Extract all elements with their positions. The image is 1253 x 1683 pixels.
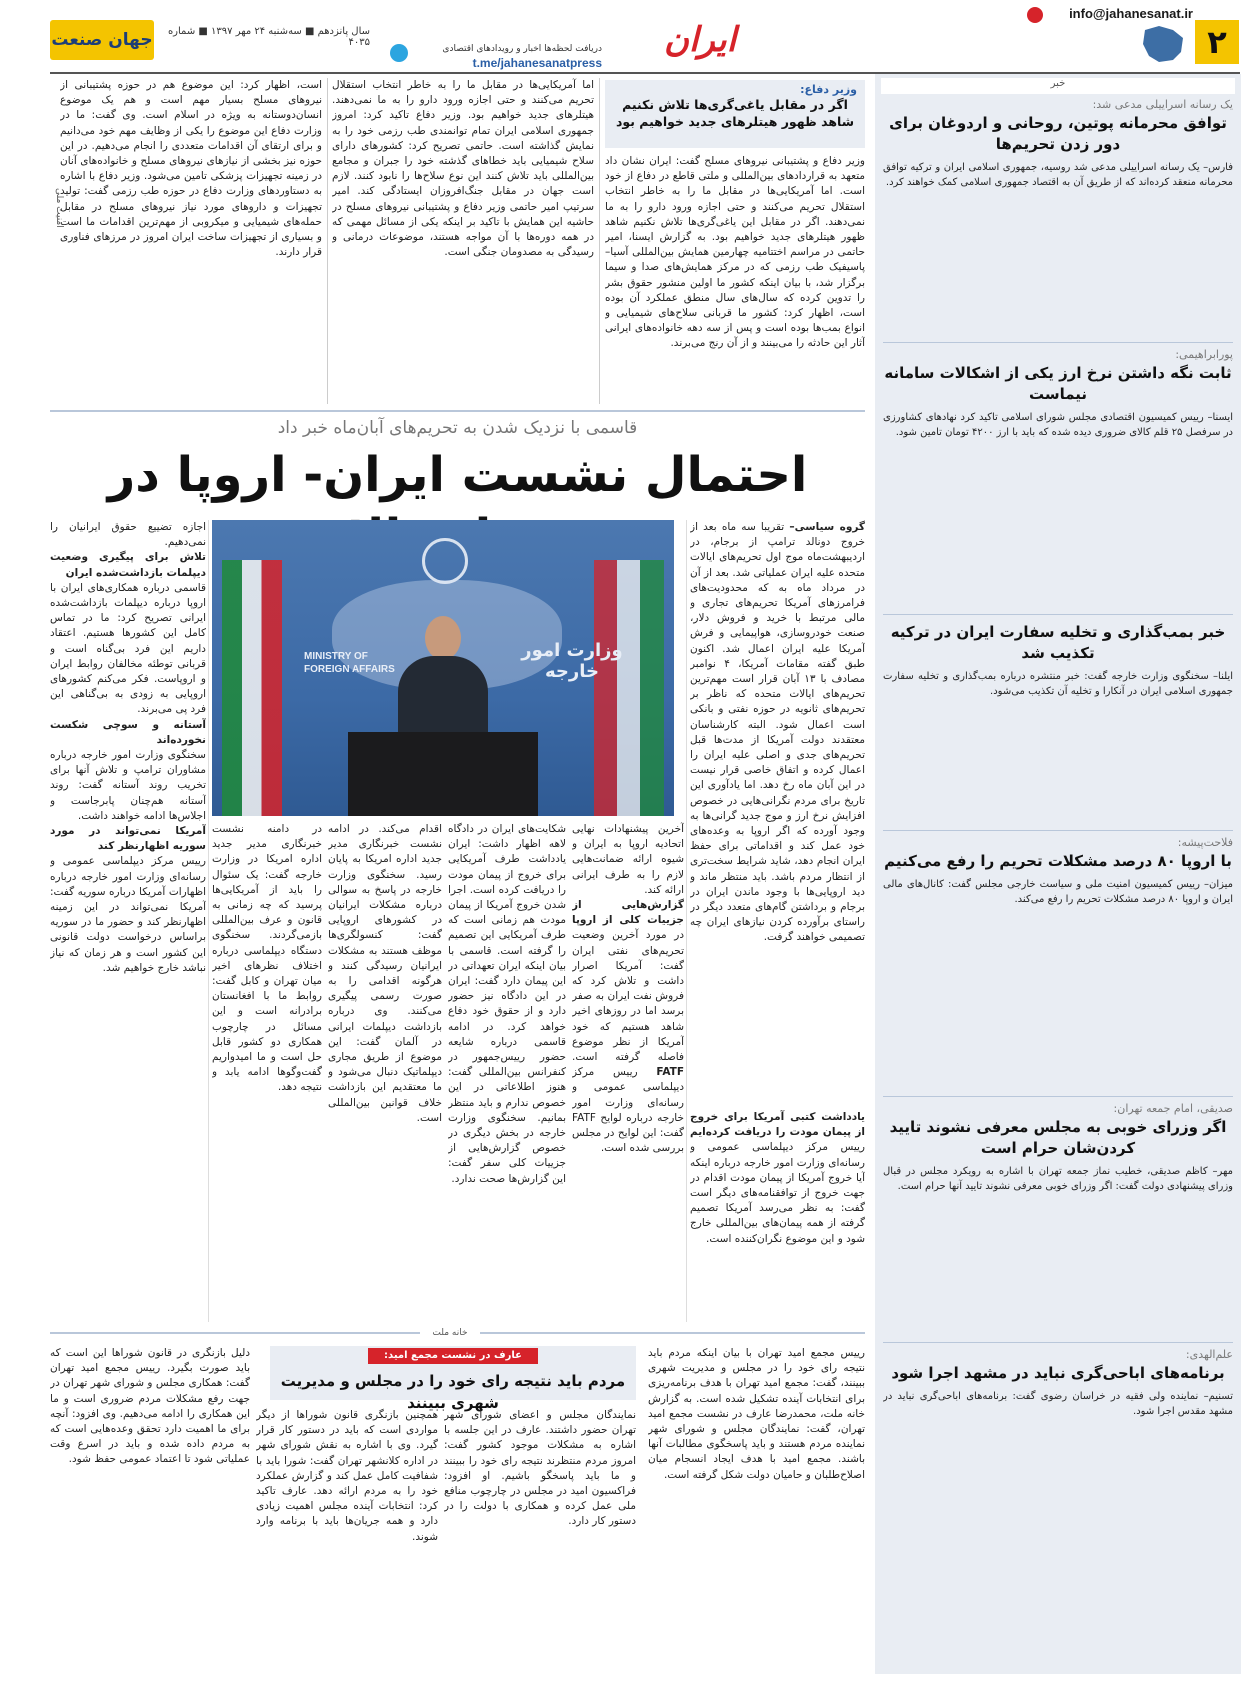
sidebar-item-title: اگر وزرای خوبی به مجلس معرفی نشوند تایید کردن‌شان حرام است (889, 1118, 1227, 1157)
telegram-icon (390, 44, 408, 62)
page-header (0, 0, 1253, 74)
flag-left (222, 560, 282, 816)
iran-map-icon (1139, 24, 1187, 64)
top-article-col-1: وزیر دفاع و پشتیبانی نیروهای مسلح گفت: ایران نشان داد متعهد به قراردادهای بین‌المللی و ملتی قاطع در دفاع از خود است. اما آمریکایی‌ها در مقابل ما را به خاطر انتخاب استقلال تحریم می‌کنند و حتی اجازه ورود دارو را به ما نمی‌دهند. اگر در مقابل این یاغی‌گری‌ها تلاش نکنیم شاهد ظهور هیتلرهای جدید خواهیم بود. به گزارش ایسنا، امیر حاتمی در مراسم اختتامیه چهارمین همایش بین‌المللی آسیا–پاسیفیک طب رزمی که در مرکز همایش‌های صدا و سیما برگزار شد، با بیان اینکه کشور ما اولین منشور حقوق بشر را تدوین کرده که سال‌های سال منطق عملکرد آن بوده است، اظهار کرد: کشور ما قربانی سلاح‌های شیمیایی و انواع بمب‌ها بوده است و پس از سه دهه خانواده‌های ایرانی آثار این حادثه را می‌بینند و از آن رنج می‌برند. (605, 155, 865, 350)
top-article-col-3: است، اظهار کرد: این موضوع هم در حوزه پشتیبانی از نیروهای مسلح بسیار مهم است و هم یک موضوع انسان‌دوستانه به ویژه در اسلام است. وی گفت: ما در وزارت دفاع این موضوع را یکی از وظایف مهم خود می‌دانیم و برای ارتقای آن اقدامات متعددی را انجام می‌دهیم. در این حوزه نیز بخشی از نیازهای نیروهای مسلح و خانواده‌های آنان در زمینه تجهیزات پزشکی تامین می‌شود. وزیر دفاع با اشاره به دستاوردهای وزارت دفاع در حوزه طب رزمی گفت: تولید تجهیزات و داروهای مورد نیاز نیروهای مسلح در مقابل حمله‌های شیمیایی و میکروبی از مهم‌ترین اقدامات ما است و بسیاری از تجهیزات ساخت ایران امروز در مرزهای فناوری قرار دارند. (60, 79, 322, 259)
sidebar-item-lead: ایلنا– سخنگوی وزارت خارجه گفت: خبر منتشره درباره بمب‌گذاری و تخلیه سفارت جمهوری اسلامی ایران در آنکارا و تخلیه آن تکذیب می‌شود. (883, 671, 1233, 697)
sidebar-item-title: برنامه‌های اباحی‌گری نباید در مشهد اجرا شود (891, 1364, 1225, 1382)
top-article-headline-box (605, 80, 865, 148)
sidebar-divider (883, 342, 1233, 343)
sidebar-divider (883, 614, 1233, 615)
sidebar-item-lead: مهر– کاظم صدیقی، خطیب نماز جمعه تهران با اشاره به رویکرد مجلس در قبال وزرای پیشنهادی دولت گفت: اگر وزرای خوبی معرفی نشوند تایید آنها حرام است. (883, 1166, 1233, 1192)
sidebar-item-lead: میزان– رییس کمیسیون امنیت ملی و سیاست خارجی مجلس گفت: کانال‌های مالی ایران و اروپا ۸۰ درصد مشکلات تحریم را رفع می‌کند. (883, 879, 1233, 905)
sidebar-item-lead: تسنیم– نماینده ولی فقیه در خراسان رضوی گفت: برنامه‌های اباحی‌گری نباید در مشهد مقدس اجرا شود. (883, 1391, 1233, 1417)
podium (348, 732, 538, 816)
sidebar-item[interactable] (883, 836, 1233, 1094)
sidebar-label: خبر (881, 78, 1235, 94)
bottom-col-1: رییس مجمع امید تهران با بیان اینکه مردم باید نتیجه رای خود را در مجلس و مدیریت شهری ببینند، گفت: مجمع امید تهران با هدف برنامه‌ریزی برای انتخابات آینده تشکیل شده است. به گزارش خانه ملت، محمدرضا عارف در نشست مجمع امید تهران، گفت: نمایندگان مجلس و شورای شهر نماینده مردم هستند و باید پاسخگوی مطالبات آنها باشند. مجمع امید با هدف ایجاد انسجام میان اصلاح‌طلبان و حامیان دولت شکل گرفته است. (648, 1347, 865, 1481)
emblem-icon (422, 538, 468, 584)
flag-right (594, 560, 664, 816)
bottom-col-4: دلیل بازنگری در قانون شوراها این است که باید صورت بگیرد. رییس مجمع امید تهران گفت: همکاری مجلس و شورای شهر تهران در جهت رفع مشکلات مردم ضروری است و ما این همکاری را ادامه می‌دهیم. وی افزود: آنچه برای ما اهمیت دارد تحقق وعده‌هایی است که به مردم داده شده و باید در اسرع وقت عملیاتی شود تا اعتماد عمومی حفظ شود. (50, 1347, 250, 1466)
email-address[interactable]: info@jahanesanat.ir (1069, 6, 1193, 21)
page-number: ۲ (1195, 20, 1239, 64)
main-headline: احتمال نشست ایران- اروپا در (107, 447, 808, 503)
main-col-6: اجازه تضییع حقوق ایرانیان را نمی‌دهیم. تلاش برای پیگیری وضعیت دیپلمات بازداشت‌شده ایران قاسمی درباره همکاری‌های ایران با اروپا درباره دیپلمات بازداشت‌شده ایرانی تصریح کرد: ما در تماس کامل این کشورها هستیم. اعتقاد داریم این فرد بی‌گناه است و قربانی توطئه مخالفان روابط ایران و اروپاست. فکر می‌کنم کشورهای اروپایی به زودی به بی‌گناهی این فرد پی می‌برند. آستانه و سوچی شکست نخورده‌اند سخنگوی وزارت امور خارجه درباره مشاوران ترامپ و تلاش آنها برای تخریب روند آستانه گفت: روند آستانه هم‌چنان پابرجاست و اجلاس‌ها ادامه خواهند داشت. آمریکا نمی‌تواند در مورد سوریه اظهارنظر کند رییس مرکز دیپلماسی عمومی و رسانه‌ای وزارت امور خارجه درباره اظهارات آمریکا درباره سوریه گفت: آمریکا نمی‌تواند در این زمینه اظهارنظر کند و حضور ما در سوریه براساس درخواست دولت قانونی این کشور است و هر زمان که نیاز نباشد خارج خواهیم شد. (50, 521, 206, 974)
sidebar-item-title: توافق محرمانه پوتین، روحانی و اردوغان برای دور زدن تحریم‌ها (889, 114, 1227, 153)
main-subhead: آمریکا نمی‌تواند در مورد سوریه اظهارنظر کند (50, 825, 206, 853)
bottom-col-3: همچنین بازنگری قانون شوراها از دیگر مواردی است که باید در دستور کار قرار گیرد. وی با اشاره به نقش شورای شهر در اداره کلانشهر تهران گفت: شورا باید با شفافیت کامل عمل کند و گزارش عملکرد خود را به مردم ارائه دهد. عارف تاکید کرد: انتخابات آینده مجلس اهمیت زیادی دارد و همه جریان‌ها باید با برنامه وارد شوند. (256, 1409, 438, 1543)
sidebar-divider (883, 1342, 1233, 1343)
sidebar-item-title: با اروپا ۸۰ درصد مشکلات تحریم را رفع می‌کنیم (884, 852, 1232, 870)
photo-caption-fa: وزارت امور خارجه (521, 640, 623, 682)
sidebar-item[interactable] (883, 622, 1233, 828)
sidebar-item-kicker: فلاحت‌پیشه: (1177, 836, 1233, 849)
news-sidebar (875, 74, 1241, 1674)
top-article-side-label: امنیت ملی (54, 188, 64, 228)
main-col-3: شکایت‌های ایران در دادگاه لاهه اظهار داشت: ایران یادداشت طرف آمریکایی برای خروج از پیمان مودت را دریافت کرده است. اجرا شدن خروج آمریکا از پیمان مودت هم زمانی است که طرف آمریکایی این تصمیم را گرفته است. قاسمی با بیان اینکه ایران تعهداتی در این پیمان دارد گفت: ایران در این دادگاه نیز حضور دارد و از حقوق خود دفاع خواهد کرد. در ادامه قاسمی درباره شایعه حضور رییس‌جمهور در کنفرانس بین‌المللی گفت: هنوز اطلاعاتی در این خصوص ندارم و باید منتظر بمانیم. سخنگوی وزارت خارجه در بخش دیگری در خصوص گزارش‌هایی از جزییات کلی سفر گفت: این گزارش‌ها صحت ندارد. (448, 823, 566, 1185)
speaker-figure (398, 616, 488, 746)
section-divider (50, 410, 865, 412)
top-article-col-rule (327, 78, 328, 404)
main-col-7: یادداشت کتبی آمریکا برای خروج از پیمان مودت را دریافت کرده‌ایم رییس مرکز دیپلماسی عمومی و رسانه‌ای وزارت امور خارجه درباره اینکه آیا خروج آمریکا از پیمان مودت اقدام در جهت خروج از توافقنامه‌های دیگر است گفت: به نظر می‌رسد آمریکا تصمیم گرفته از همه پیمان‌های بین‌المللی خارج شود و این موضوع نگران‌کننده است. (690, 1111, 865, 1245)
main-col-2: آخرین پیشنهادات نهایی اتحادیه اروپا به ایران و شیوه ارائه ضمانت‌هایی لازم را به طرف ایرانی ارائه کند. گزارش‌هایی از جزییات کلی از اروپا در مورد آخرین وضعیت تحریم‌های نفتی ایران گفت: آمریکا اصرار داشت و تلاش کرد که فروش نفت ایران به صفر برسد اما در روزهای اخیر شاهد هستیم که خود آمریکا از نظر موضوع فاصله گرفته است. FATF رییس مرکز دیپلماسی عمومی و رسانه‌ای وزارت امور خارجه درباره لوایح FATF گفت: این لوایح در مجلس بررسی شده است. (572, 823, 684, 1155)
sidebar-item[interactable] (883, 348, 1233, 610)
main-subhead: یادداشت کتبی آمریکا برای خروج از پیمان مودت را دریافت کرده‌ایم (690, 1111, 865, 1139)
sidebar-divider (883, 1096, 1233, 1097)
main-col-rule (208, 520, 209, 1322)
sidebar-item-kicker: علم‌الهدی: (1185, 1348, 1233, 1361)
main-col-1: گروه سیاسی– تقریبا سه ماه بعد از خروج دونالد ترامپ از برجام، در اردیبهشت‌ماه موج اول تحریم‌های ایالات متحده علیه ایران عملیاتی شد. بعد از آن در مرداد ماه به که محدودیت‌های فرامرزهای آمریکا تحریم‌های تجاری و مالی مرتبط با خرید و فروش دلار، صنعت خودروسازی، هواپیمایی و فرش آمریکا علیه ایران اعمال شد. اکنون طبق گفته مقامات آمریکا، ۴ نوامبر مصادف با ۱۳ آبان قرار است مهم‌ترین تحریم‌های ایالات متحده که ناظر بر تحریم‌های ثانویه در حوزه نفتی و بانکی است اعمال شود. البته کارشناسان معتقدند دولت آمریکا از مدت‌ها قبل تحریم‌های جدی و اصلی علیه ایران را اعمال کرده و اتفاق خاصی قرار نیست در این آبان ماه رخ دهد. اما یادآوری این تاریخ برای مردم نگرانی‌هایی در خصوص افزایش نرخ ارز و موج جدید گرانی‌ها به وجود آورده که اگر اروپا به وعده‌های خود عمل کند و اقداماتی برای حفظ ایران انجام دهد، شاید شرایط سخت‌تری از انتظار مردم باشد. باید منتظر ماند و دید اروپایی‌ها با وجود ماندن ایران در برجام و برداشتن گام‌های متعدد دیگر در راستای برآورده کردن نیازهای ایران چه تصمیمی خواهند گرفت. (690, 521, 865, 944)
main-subhead: گزارش‌هایی از جزییات کلی از اروپا (572, 899, 684, 927)
main-byline: گروه سیاسی– (789, 521, 865, 533)
main-subhead: آستانه و سوچی شکست نخورده‌اند (50, 718, 206, 746)
sidebar-item-kicker: صدیقی، امام جمعه تهران: (1113, 1102, 1233, 1115)
sidebar-item-kicker: یک رسانه اسراییلی مدعی شد: (1092, 98, 1233, 111)
main-subhead: تلاش برای پیگیری وضعیت دیپلمات بازداشت‌شده ایران (50, 551, 206, 579)
sidebar-item-lead: فارس– یک رسانه اسراییلی مدعی شد روسیه، جمهوری اسلامی ایران و ترکیه توافق محرمانه منعقد کرده‌اند که از طریق آن به اقتصاد جمهوری اسلامی کمک خواهند کرد. (883, 162, 1233, 188)
main-subhead: FATF (656, 1066, 684, 1079)
photo-caption-en: MINISTRY OF FOREIGN AFFAIRS (304, 651, 395, 675)
main-col-4: اقدام می‌کند. در ادامه نشست خبرنگاری مدیر جدید اداره امریکا به پایان رسید. سخنگوی وزارت خارجه در پاسخ به سوالی درباره مشکلات ایرانیان در کشورهای اروپایی گفت: کنسولگری‌ها موظف هستند به مشکلات ایرانیان رسیدگی کنند و هرگونه اقدامی را به صورت رسمی پیگیری می‌کنند. وی درباره بازداشت دیپلمات ایرانی در آلمان گفت: این موضوع از طریق مجاری دیپلماتیک دنبال می‌شود و ما معتقدیم این بازداشت خلاف قوانین بین‌المللی است. (328, 823, 442, 1124)
sidebar-item[interactable] (883, 1102, 1233, 1338)
sidebar-item[interactable] (883, 1348, 1233, 1668)
bottom-headline-box (270, 1346, 636, 1412)
main-supertitle: قاسمی با نزدیک شدن به تحریم‌های آبان‌ماه خبر داد (277, 418, 638, 438)
sidebar-item[interactable] (883, 98, 1233, 336)
telegram-link[interactable]: t.me/jahanesanatpress (472, 56, 602, 70)
sidebar-item-lead: ایسنا– رییس کمیسیون اقتصادی مجلس شورای اسلامی تاکید کرد نهادهای کشاورزی در سرفصل ۲۵ قلم کالای ضروری دیده شده که باید با ارز ۴۲۰۰ تومان تامین شود. (883, 412, 1233, 438)
sidebar-item-title: ثابت نگه داشتن نرخ ارز یکی از اشکالات سامانه نیماست (884, 364, 1232, 403)
main-col-5: در دامنه نشست خبرنگاری مدیر جدید اداره امریکا در وزارت خارجه گفت: یک سئوال را باید از آمریکایی‌ها پرسید که چه زمانی به قانون و عرف بین‌المللی بازمی‌گردند. سخنگوی دستگاه دیپلماسی درباره اختلاف نظرهای اخیر میان تهران و کابل گفت: روابط ما با افغانستان برادرانه است و این مسائل در چارچوب همکاری دو کشور قابل حل است و ما امیدواریم گفت‌وگوها ادامه یابد و نتیجه دهد. (212, 823, 322, 1094)
sidebar-item-kicker: پورابراهیمی: (1175, 348, 1233, 361)
bottom-article-title: مردم باید نتیجه رای خود را در مجلس و مدیریت شهری ببینند (280, 1372, 626, 1412)
main-col-rule (686, 520, 687, 1322)
bottom-col-2: نمایندگان مجلس و اعضای شورای شهر تهران حضور داشتند. عارف در این جلسه با اشاره به مشکلات موجود کشور گفت: امروز مردم منتظرند نتیجه رای خود را ببینند و ما باید پاسخگو باشیم. او افزود: فراکسیون امید در مجلس در چارچوب منافع ملی عمل کرده و همکاری با دولت را در دستور کار دارد. (444, 1409, 636, 1528)
telegram-note: دریافت لحظه‌ها اخبار و رویدادهای اقتصادی (442, 44, 602, 54)
section-title: ایران (663, 20, 737, 60)
sidebar-item-title: خبر بمب‌گذاری و تخلیه سفارت ایران در ترکیه تکذیب شد (890, 623, 1226, 662)
bottom-article-kicker: عارف در نشست مجمع امید: (368, 1348, 538, 1364)
bottom-article-label: خانه ملت (420, 1328, 480, 1340)
top-article-kicker: وزیر دفاع: (800, 83, 857, 96)
top-article (50, 78, 865, 408)
top-article-col-2: اما آمریکایی‌ها در مقابل ما را به خاطر انتخاب استقلال تحریم می‌کنند و حتی اجازه ورود دارو را به ما نمی‌دهند. هیتلرهای جدید خواهیم بود. وزیر دفاع تاکید کرد: امروز جمهوری اسلامی ایران تمام توانمندی طب رزمی خود را به نمایش گذاشته است. حاتمی تصریح کرد: کشورهای دارای سلاح شیمیایی باید خطاهای گذشته خود را جبران و مجامع بین‌المللی باید تلاش کنند این نوع سلاح‌ها را نابود کنند. لازم است جهان در مقابل جنگ‌افروزان ایستادگی کند. امیر سرتیپ امیر حاتمی وزیر دفاع و پشتیبانی نیروهای مسلح در حاشیه این همایش با تاکید بر اینکه یکی از مسائل مهمی که در همه دوره‌ها با آن مواجه هستند، موضوعات درمانی و رسیدگی به مصدومان جنگی است. (332, 79, 594, 259)
email-icon (1027, 7, 1043, 23)
issue-info: سال پانزدهم ■ سه‌شنبه ۲۴ مهر ۱۳۹۷ ■ شماره ۴۰۳۵ (167, 26, 370, 48)
spokesman-photo (212, 520, 674, 816)
top-article-col-rule (599, 78, 600, 404)
newspaper-logo: جهان صنعت (50, 20, 154, 60)
sidebar-divider (883, 830, 1233, 831)
top-article-title: اگر در مقابل یاغی‌گری‌ها تلاش نکنیم شاهد ظهور هیتلرهای جدید خواهیم بود (615, 97, 855, 129)
